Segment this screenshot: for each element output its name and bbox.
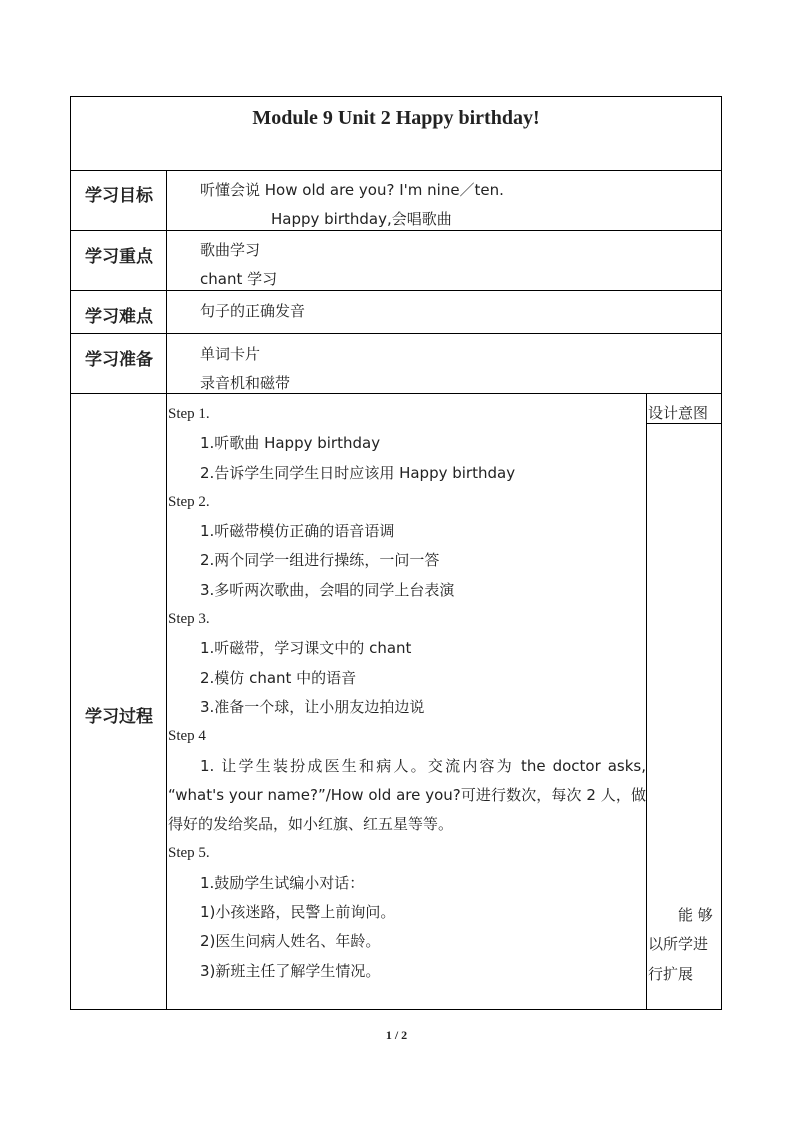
design-header-divider [646, 423, 721, 424]
row-divider [71, 333, 721, 334]
design-intent-heading: 设计意图 [648, 404, 709, 422]
lesson-plan-table [70, 96, 722, 1010]
difficulties-line-1: 句子的正确发音 [200, 302, 306, 320]
preparation-line-1: 单词卡片 [200, 345, 261, 363]
step-2-title: Step 2. [168, 493, 210, 510]
step-4-title: Step 4 [168, 728, 206, 745]
step-5-item-3: 2)医生问病人姓名、年龄。 [200, 932, 381, 951]
step-1-item-2: 2.告诉学生同学生日时应该用 Happy birthday [200, 463, 516, 482]
label-column-divider [166, 170, 167, 1009]
step-5-title: Step 5. [168, 845, 210, 862]
row-divider [71, 170, 721, 171]
step-5-item-4: 3)新班主任了解学生情况。 [200, 961, 381, 980]
page-title: Module 9 Unit 2 Happy birthday! [252, 107, 540, 129]
step-3-item-2: 2.模仿 chant 中的语音 [200, 668, 357, 687]
objectives-line-1: 听懂会说 How old are you? I'm nine／ten. [200, 181, 504, 199]
step-5-item-2: 1)小孩迷路，民警上前询问。 [200, 903, 396, 922]
step-2-item-1: 1.听磁带模仿正确的语音语调 [200, 522, 395, 541]
page-number: 1 / 2 [385, 1028, 408, 1042]
design-column-divider [646, 393, 647, 1009]
key-points-line-2: chant 学习 [200, 270, 278, 288]
row-label-objectives: 学习目标 [85, 186, 153, 206]
row-label-preparation: 学习准备 [85, 350, 153, 370]
key-points-line-1: 歌曲学习 [200, 241, 261, 259]
row-divider [71, 230, 721, 231]
preparation-line-2: 录音机和磁带 [200, 374, 291, 392]
row-label-difficulties: 学习难点 [85, 307, 153, 327]
step-2-item-3: 3.多听两次歌曲，会唱的同学上台表演 [200, 580, 455, 599]
step-3-item-3: 3.准备一个球，让小朋友边拍边说 [200, 697, 425, 716]
step-3-item-1: 1.听磁带，学习课文中的 chant [200, 639, 412, 658]
row-label-process: 学习过程 [85, 707, 153, 727]
step-1-item-1: 1.听歌曲 Happy birthday [200, 434, 381, 453]
design-intent-text [648, 901, 722, 989]
step-2-item-2: 2.两个同学一组进行操练，一问一答 [200, 551, 440, 570]
row-divider [71, 290, 721, 291]
row-label-key-points: 学习重点 [85, 247, 153, 267]
step-5-item-1: 1.鼓励学生试编小对话： [200, 873, 365, 892]
design-intent-line-2: 以所学进 [648, 935, 709, 954]
process-content [168, 400, 646, 986]
step-4-paragraph: 1. 让学生装扮成医生和病人。交流内容为 the doctor asks, “what's your name?”/How old are you?可进行数次，每次 2 人，做得好的发给奖品，如小红旗、红五星等等。 [168, 756, 646, 834]
objectives-line-2: Happy birthday,会唱歌曲 [271, 210, 452, 228]
step-1-title: Step 1. [168, 406, 210, 422]
design-intent-line-3: 行扩展 [648, 964, 694, 983]
design-intent-line-1: 能 够 [678, 906, 713, 924]
row-divider [71, 393, 721, 394]
step-3-title: Step 3. [168, 611, 210, 628]
